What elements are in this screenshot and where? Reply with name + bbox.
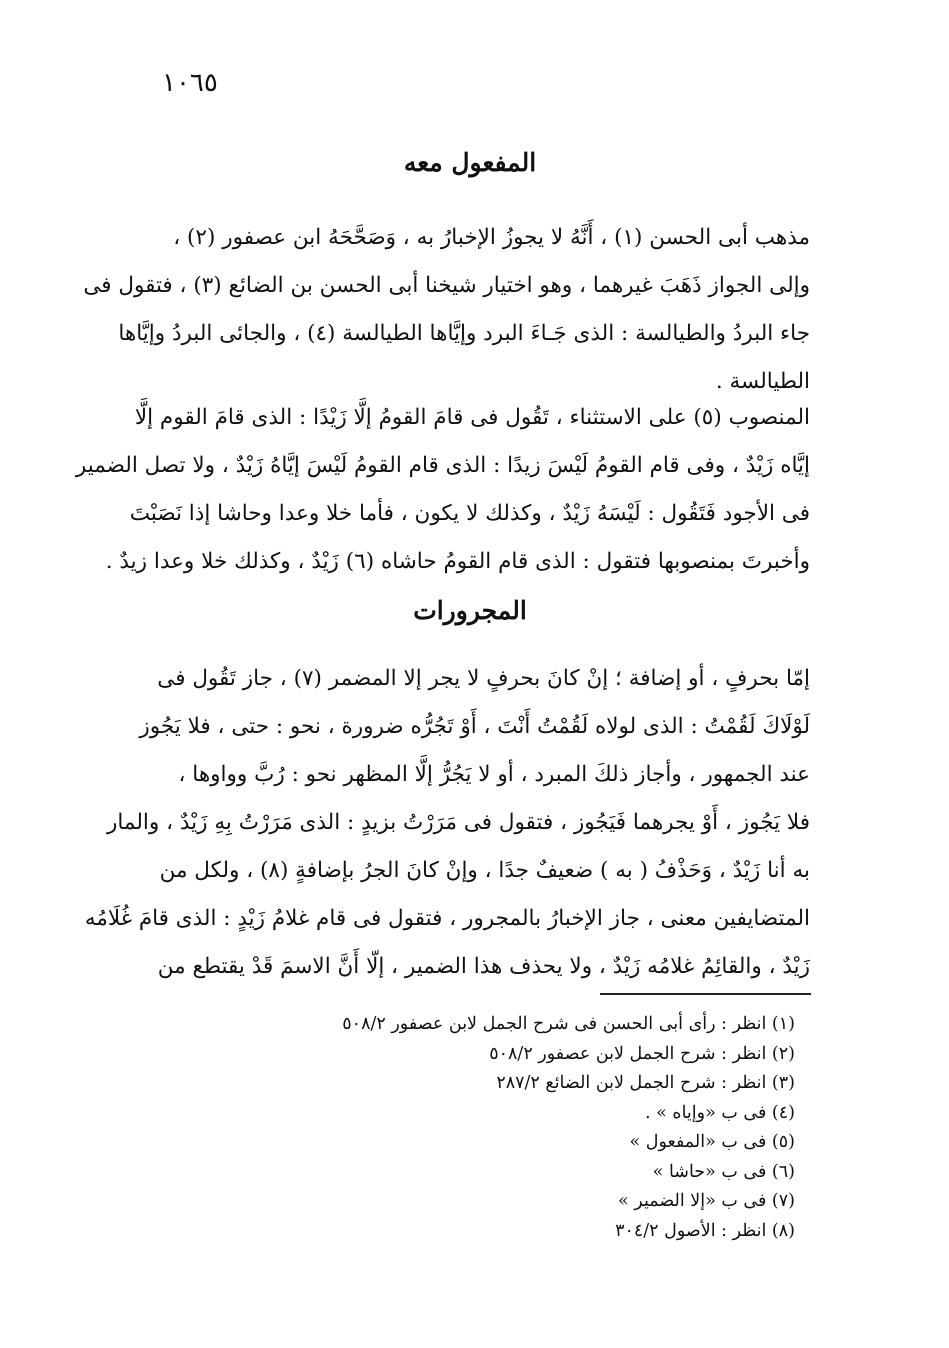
footnote: (٨) انظر : الأصول ٣٠٤/٢ <box>615 1220 795 1241</box>
paragraph-line: المنصوب (٥) على الاستثناء ، تَقُول فى قامَ القومُ إلَّا زَيْدًا : الذى قامَ القوم إلَّا <box>134 405 810 430</box>
paragraph-line: لَوْلَاكَ لَقُمْتُ : الذى لولاه لَقُمْتُ أَنْتَ ، أَوْ تَجُرُّه ضرورة ، نحو : حتى ، فلا يَجُوز <box>139 714 810 739</box>
paragraph-line: عند الجمهور ، وأجاز ذلكَ المبرد ، أو لا يَجُرُّ إلَّا المظهر نحو : رُبَّ وواوها ، <box>178 762 810 787</box>
paragraph-line: وأخبرتَ بمنصوبها فتقول : الذى قام القومُ حاشاه (٦) زَيْدٌ ، وكذلك خلا وعدا زيدٌ . <box>105 549 810 574</box>
footnote: (٤) فى ب «وإياه » . <box>645 1102 795 1123</box>
footnote: (١) انظر : رأى أبى الحسن فى شرح الجمل لابن عصفور ٥٠٨/٢ <box>342 1014 795 1034</box>
paragraph <box>75 394 810 586</box>
paragraph-line: فى الأجود فَتَقُول : لَيْسَهُ زَيْدٌ ، وكذلك لا يكون ، فأما خلا وعدا وحاشا إذا نَصَبْتَ <box>129 501 810 526</box>
paragraph-line: المتضايفين معنى ، جاز الإخبارُ بالمجرور ، فتقول فى قام غلامُ زَيْدٍ : الذى قامَ غُلَامُه <box>84 906 810 931</box>
footnote-divider <box>600 993 811 995</box>
paragraph-line: فلا يَجُوز ، أَوْ يجرهما فَيَجُوز ، فتقول فى مَرَرْتُ بزيدٍ : الذى مَرَرْتُ بِهِ زَيْدٌ ، والمار <box>107 810 810 835</box>
page-number: ١٠٦٥ <box>162 68 218 98</box>
section-title-maful-maah: المفعول معه <box>403 148 537 177</box>
paragraph-line: زَيْدٌ ، والقائِمُ غلامُه زَيْدٌ ، ولا يحذف هذا الضمير ، إلّا أَنَّ الاسمَ قَدْ يقتطع من <box>157 954 810 979</box>
footnote: (٣) انظر : شرح الجمل لابن الضائع ٢٨٧/٢ <box>496 1073 795 1093</box>
paragraph-line: جاء البردُ والطيالسة : الذى جَـاءَ البرد وإيَّاها الطيالسة (٤) ، والجائى البردُ وإيَّاها <box>118 321 810 346</box>
paragraph <box>83 214 810 406</box>
paragraph <box>84 655 810 991</box>
paragraph-line: الطيالسة . <box>715 369 810 394</box>
footnotes <box>250 1010 795 1246</box>
paragraph-line: وإلى الجواز ذَهَبَ غيرهما ، وهو اختيار شيخنا أبى الحسن بن الضائع (٣) ، فتقول فى <box>83 273 810 298</box>
paragraph-line: به أنا زَيْدٌ ، وَحَذْفُ ( به ) ضعيفٌ جدًا ، وإنْ كانَ الجرُ بإضافةٍ (٨) ، ولكل من <box>159 858 810 883</box>
footnote: (٢) انظر : شرح الجمل لابن عصفور ٥٠٨/٢ <box>489 1043 795 1064</box>
footnote: (٧) فى ب «إلا الضمير » <box>618 1191 795 1211</box>
footnote: (٥) فى ب «المفعول » <box>629 1132 795 1152</box>
footnote: (٦) فى ب «حاشا » <box>652 1161 795 1182</box>
section-title-majrurat: المجرورات <box>413 596 527 625</box>
paragraph-line: إيَّاه زَيْدٌ ، وفى قام القومُ لَيْسَ زيدًا : الذى قام القومُ لَيْسَ إيَّاهُ زَيْدٌ ، ولا تصل الضمير <box>75 453 810 478</box>
paragraph-line: مذهب أبى الحسن (١) ، أَنَّهُ لا يجوزُ الإخبارُ به ، وَصَحَّحَهُ ابن عصفور (٢) ، <box>173 225 810 250</box>
paragraph-line: إمّا بحرفٍ ، أو إضافة ؛ إنْ كانَ بحرفٍ لا يجر إلا المضمر (٧) ، جاز تَقُول فى <box>157 666 810 691</box>
